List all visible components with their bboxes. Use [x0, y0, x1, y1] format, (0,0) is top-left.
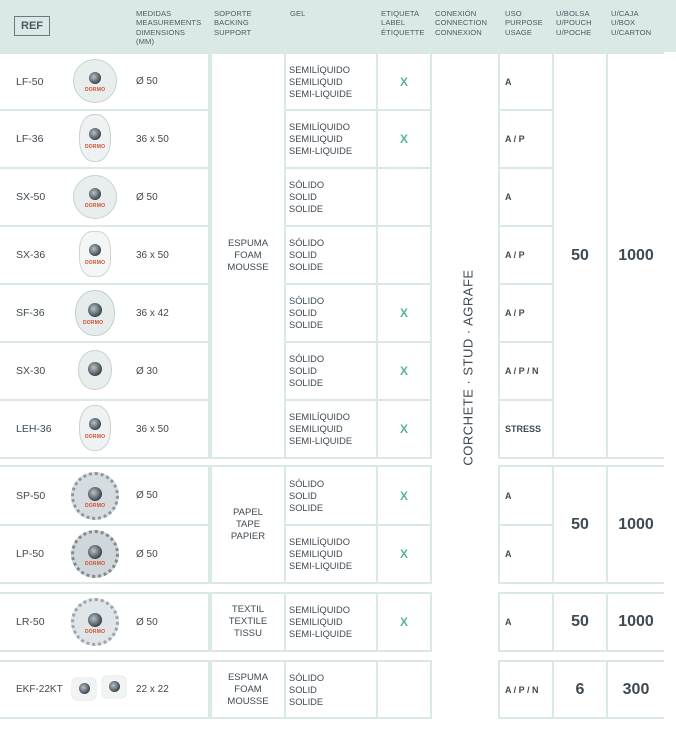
product-ref: SF-36 — [16, 307, 45, 319]
product-ref: SP-50 — [16, 489, 46, 502]
box-qty: 1000 — [618, 246, 654, 264]
product-usage: A / P — [505, 250, 525, 260]
product-ref: LP-50 — [16, 548, 45, 560]
bag-qty: 50 — [571, 613, 589, 630]
product-gel: SÓLIDO SOLID SOLIDE — [289, 478, 325, 513]
product-gel: SÓLIDO SOLID SOLIDE — [289, 672, 325, 707]
label-check — [378, 662, 430, 717]
product-ref: SX-30 — [16, 365, 46, 377]
box-qty: 300 — [622, 680, 650, 698]
product-dimensions: Ø 50 — [136, 548, 158, 560]
product-usage: A — [505, 549, 512, 559]
label-check: X — [399, 547, 408, 561]
product-gel: SEMILÍQUIDO SEMILIQUID SEMI-LIQUIDE — [289, 122, 353, 156]
support-textile: TEXTIL TEXTILE TISSU — [228, 604, 268, 639]
usage-header: USO PURPOSE USAGE — [505, 9, 543, 37]
product-dimensions: 22 x 22 — [136, 684, 169, 695]
bag-qty: 50 — [571, 515, 589, 533]
label-check — [378, 227, 430, 283]
product-gel: SEMILÍQUIDO SEMILIQUID SEMI-LIQUIDE — [289, 605, 353, 639]
product-dimensions: Ø 50 — [136, 191, 158, 203]
product-usage: A / P / N — [505, 366, 539, 376]
product-dimensions: Ø 30 — [136, 365, 158, 377]
bag-header: U/BOLSA U/POUCH U/POCHE — [556, 9, 592, 37]
connection-cell — [443, 255, 493, 480]
product-dimensions: Ø 50 — [136, 76, 158, 87]
label-header: ETIQUETA LABEL ÉTIQUETTE — [381, 9, 425, 37]
label-check: X — [399, 422, 408, 436]
product-usage: A — [505, 490, 512, 501]
product-gel: SEMILÍQUIDO SEMILIQUID SEMI-LIQUIDE — [289, 537, 353, 571]
product-gel: SÓLIDO SOLID SOLIDE — [289, 238, 325, 272]
product-gel: SEMILÍQUIDO SEMILIQUID SEMI-LIQUIDE — [289, 64, 353, 99]
product-dimensions: Ø 50 — [136, 490, 158, 501]
label-check: X — [399, 132, 408, 146]
support-foam: ESPUMA FOAM MOUSSE — [227, 237, 269, 273]
bag-qty: 6 — [575, 680, 585, 698]
support-foam-small: ESPUMA FOAM MOUSSE — [227, 671, 269, 707]
product-usage: A — [505, 192, 512, 202]
product-gel: SEMILÍQUIDO SEMILIQUID SEMI-LIQUIDE — [289, 412, 353, 446]
label-check: X — [399, 306, 408, 320]
product-usage: A — [505, 76, 512, 87]
product-gel: SÓLIDO SOLID SOLIDE — [289, 296, 325, 330]
label-check: X — [399, 488, 408, 503]
product-usage: A / P / N — [505, 684, 539, 695]
table-header — [0, 0, 676, 52]
box-qty: 1000 — [618, 515, 654, 533]
product-dimensions: 36 x 50 — [136, 249, 169, 261]
ref-header: REF — [14, 16, 50, 36]
product-ref: SX-50 — [16, 191, 46, 203]
label-check — [378, 169, 430, 225]
label-check: X — [399, 74, 408, 89]
box-header: U/CAJA U/BOX U/CARTON — [611, 9, 652, 37]
product-dimensions: 36 x 50 — [136, 423, 169, 435]
box-qty: 1000 — [618, 613, 654, 630]
product-ref: SX-36 — [16, 249, 46, 261]
support-tape: PAPEL TAPE PAPIER — [230, 506, 266, 542]
product-dimensions: 36 x 42 — [136, 307, 169, 319]
product-dimensions: Ø 50 — [136, 616, 158, 628]
label-check: X — [399, 364, 408, 378]
product-ref: LF-36 — [16, 133, 44, 145]
product-gel: SÓLIDO SOLID SOLIDE — [289, 354, 325, 388]
product-dimensions: 36 x 50 — [136, 133, 169, 145]
label-check: X — [399, 615, 408, 629]
connection-label: CORCHETE · STUD · AGRAFE — [460, 269, 476, 466]
product-usage: A / P — [505, 134, 525, 144]
dimensions-header: MEDIDAS MEASUREMENTS DIMENSIONS (MM) — [136, 9, 202, 47]
gel-header: GEL — [290, 9, 306, 18]
support-header: SOPORTE BACKING SUPPORT — [214, 9, 252, 37]
product-usage: A / P — [505, 308, 525, 318]
bag-qty: 50 — [571, 246, 589, 264]
product-ref: LF-50 — [16, 75, 44, 88]
product-ref: EKF-22KT — [16, 684, 63, 695]
product-ref: LR-50 — [16, 616, 45, 628]
product-ref: LEH-36 — [16, 423, 52, 435]
product-usage: STRESS — [505, 424, 542, 434]
product-usage: A — [505, 617, 512, 627]
product-gel: SÓLIDO SOLID SOLIDE — [289, 180, 325, 214]
connection-header: CONEXIÓN CONNECTION CONNEXION — [435, 9, 488, 37]
